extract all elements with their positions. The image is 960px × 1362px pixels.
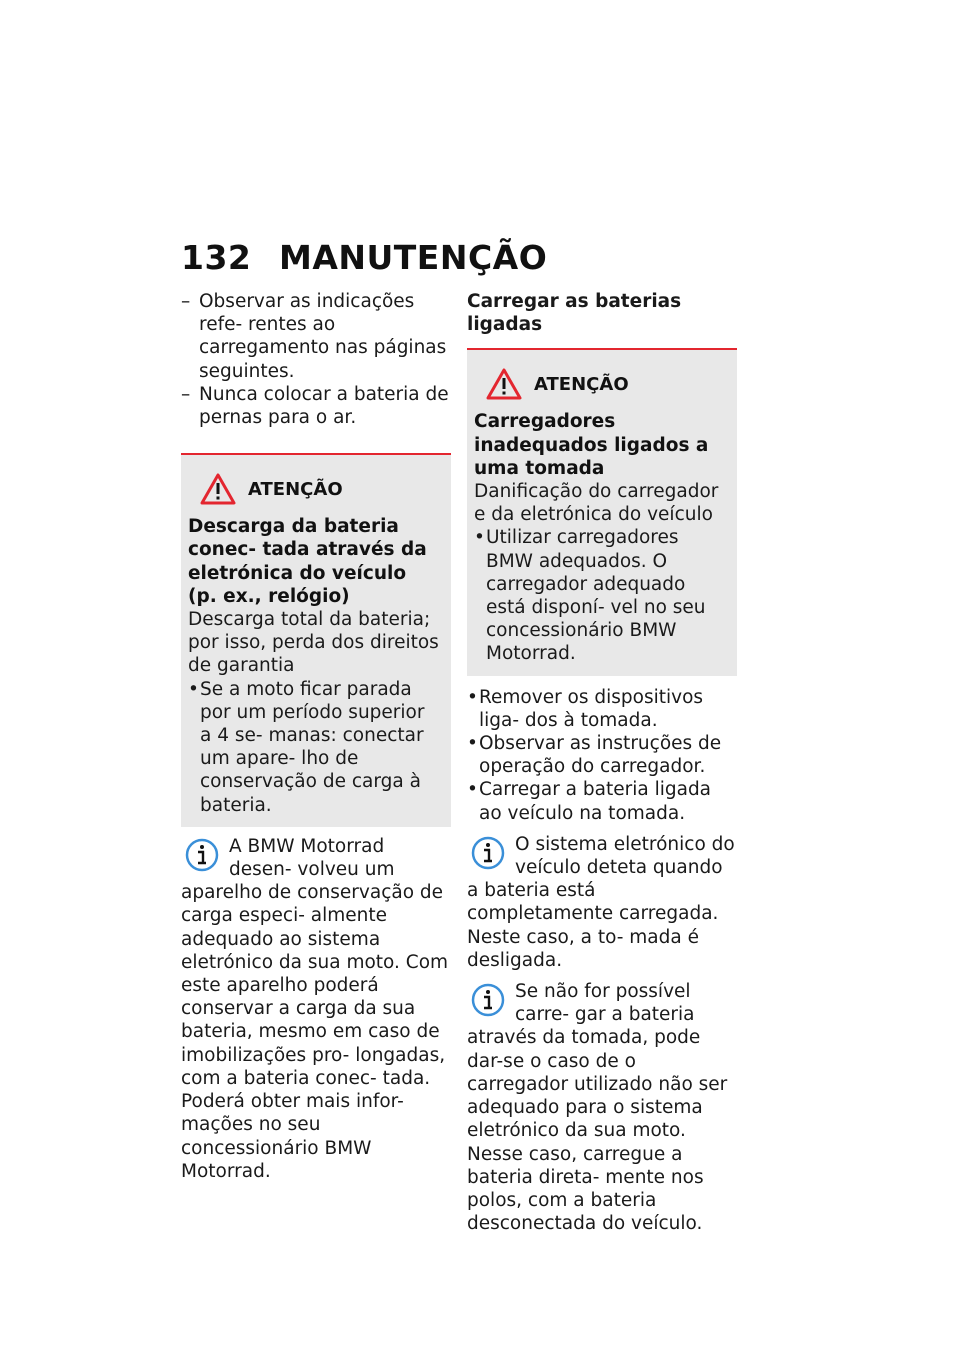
list-item-text: Se a moto ficar parada por um período superior a 4 se- manas: conectar um apare- lho de conservação de carga à bateria. [200,678,425,816]
info-note [467,833,737,972]
list-item [181,383,451,429]
list-item [474,526,727,665]
bullet-mark: • [467,779,478,801]
list-item [467,732,737,778]
left-column [181,290,451,1183]
list-item-text: Observar as indicações refe- rentes ao carregamento nas páginas seguintes. [199,291,447,382]
warning-triangle-icon [200,473,236,505]
section-title: Carregar as baterias ligadas [467,291,682,336]
info-icon [471,982,505,1018]
bullet-mark: • [474,527,485,549]
warning-label: ATENÇÃO [534,373,629,395]
dash-mark: – [181,383,191,405]
page-number: 132 [181,238,252,277]
list-item-text: Remover os dispositivos liga- dos à tomada. [479,686,704,731]
bullet-mark: • [188,678,199,700]
info-text: O sistema eletrónico do veículo deteta quando a bateria está completamente carregada. Neste caso, a to- mada é desligada. [467,833,735,971]
info-icon [471,835,505,871]
info-icon [185,837,219,873]
list-item [467,778,737,824]
info-note [467,980,737,1235]
list-item [181,290,451,383]
dash-mark: – [181,291,191,312]
page-header [181,238,547,277]
warning-header [474,366,727,402]
list-item-text: Nunca colocar a bateria de pernas para o ar. [199,383,449,429]
list-item [188,678,441,817]
warning-label: ATENÇÃO [248,478,343,500]
list-item-text: Utilizar carregadores BMW adequados. O carregador adequado está disponí- vel no seu concessionário BMW Motorrad. [486,527,706,665]
warning-text: Danificação do carregador e da eletrónica do veículo [474,481,719,526]
warning-title: Carregadores inadequados ligados a uma tomada [474,411,709,479]
bullet-mark: • [467,733,478,755]
info-note [181,835,451,1183]
info-text: A BMW Motorrad desen- volveu um aparelho de conservação de carga especi- almente adequado ao sistema eletrónico da sua moto. Com este aparelho poderá conservar a carga da sua bateria, mesmo em caso de imobilizações pro- longadas, com a bateria conec- tada. Poderá obter mais infor- mações no seu concessionário BMW Motorrad. [181,835,449,1182]
list-item [467,686,737,732]
warning-text: Descarga total da bateria; por isso, perda dos direitos de garantia [188,609,439,677]
warning-title: Descarga da bateria conec- tada através da eletrónica do veículo (p. ex., relógio) [188,516,427,607]
list-item-text: Observar as instruções de operação do carregador. [479,733,722,778]
list-item-text: Carregar a bateria ligada ao veículo na tomada. [479,779,712,824]
right-column [467,290,737,1235]
warning-header [188,471,441,507]
info-text: Se não for possível carre- gar a bateria através da tomada, pode dar-se o caso de o carregador utilizado não ser adequado para o sistema eletrónico da sua moto. Nesse caso, carregue a bateria direta- mente nos polos, com a bateria desconectada do veículo. [467,981,728,1235]
warning-box [181,453,451,827]
bullet-list [467,686,737,825]
page-title: MANUTENÇÃO [279,238,548,277]
warning-box [467,348,737,675]
bullet-mark: • [467,686,478,708]
warning-triangle-icon [486,368,522,400]
